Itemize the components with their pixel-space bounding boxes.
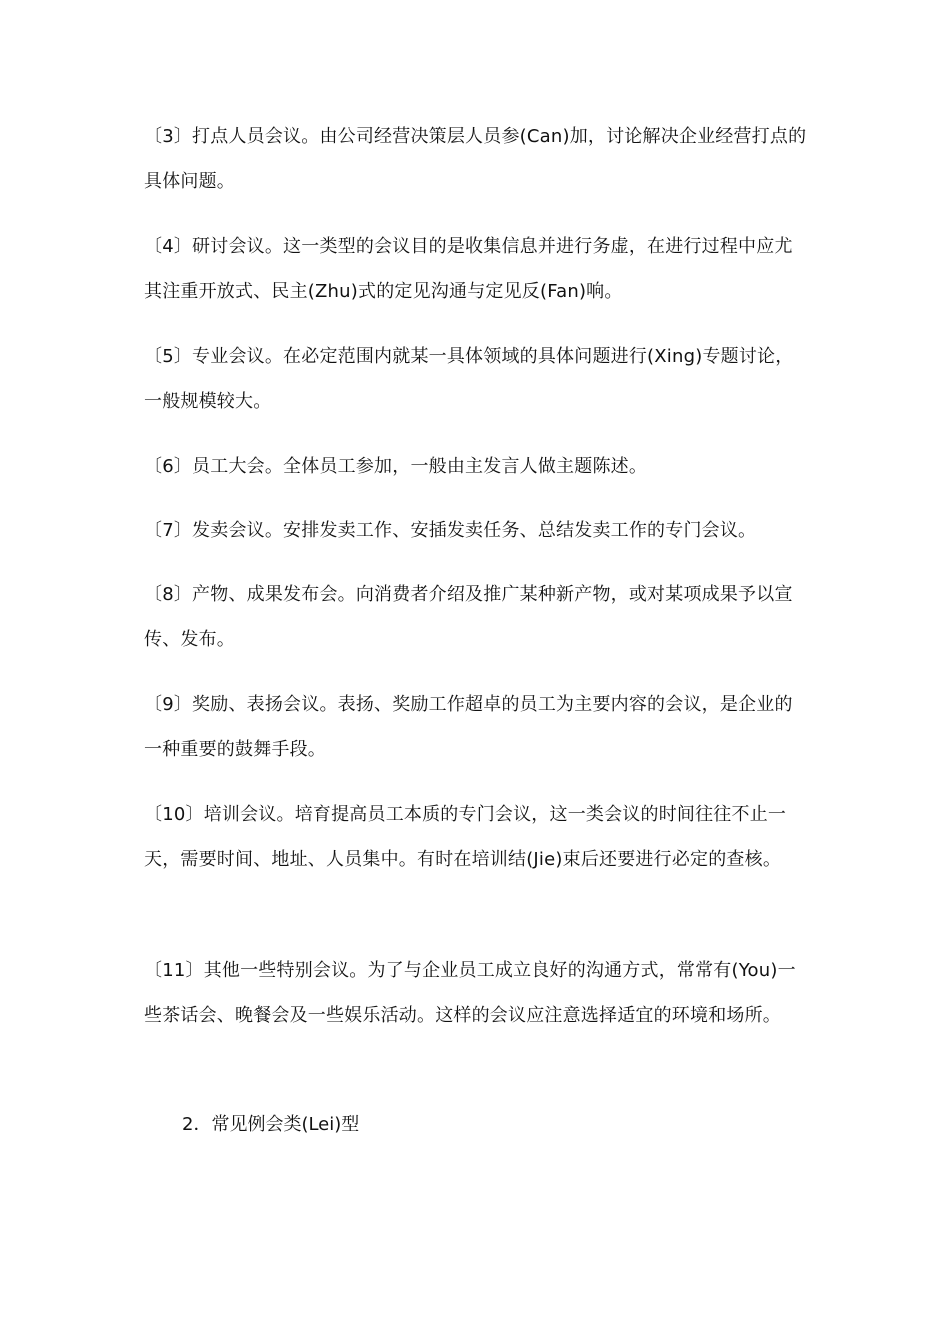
paragraph-seminar-meeting: 〔4〕研讨会议。这一类型的会议目的是收集信息并进行务虚，在进行过程中应尤其注重开放式、民主(Zhu)式的定见沟通与定见反(Fan)响。 (144, 236, 793, 302)
paragraph-product-launch: 〔8〕产物、成果发布会。向消费者介绍及推广某种新产物，或对某项成果予以宣传、发布。 (144, 584, 793, 650)
paragraph-sales-meeting: 〔7〕发卖会议。安排发卖工作、安插发卖任务、总结发卖工作的专门会议。 (144, 520, 757, 541)
paragraph-staff-assembly: 〔6〕员工大会。全体员工参加，一般由主发言人做主题陈述。 (144, 456, 648, 477)
paragraph-professional-meeting: 〔5〕专业会议。在必定范围内就某一具体领域的具体问题进行(Xing)专题讨论，一般规模较大。 (144, 346, 794, 412)
paragraph-training-meeting: 〔10〕培训会议。培育提高员工本质的专门会议，这一类会议的时间往往不止一天，需要时间、地址、人员集中。有时在培训结(Jie)束后还要进行必定的查核。 (144, 804, 787, 870)
paragraph-management-meeting: 〔3〕打点人员会议。由公司经营决策层人员参(Can)加，讨论解决企业经营打点的具体问题。 (144, 126, 807, 192)
section-heading: 2．常见例会类(Lei)型 (182, 1114, 360, 1135)
paragraph-award-meeting: 〔9〕奖励、表扬会议。表扬、奖励工作超卓的员工为主要内容的会议，是企业的一种重要的鼓舞手段。 (144, 694, 793, 760)
paragraph-special-meeting: 〔11〕其他一些特别会议。为了与企业员工成立良好的沟通方式，常常有(You)一些茶话会、晚餐会及一些娱乐活动。这样的会议应注意选择适宜的环境和场所。 (144, 960, 796, 1026)
